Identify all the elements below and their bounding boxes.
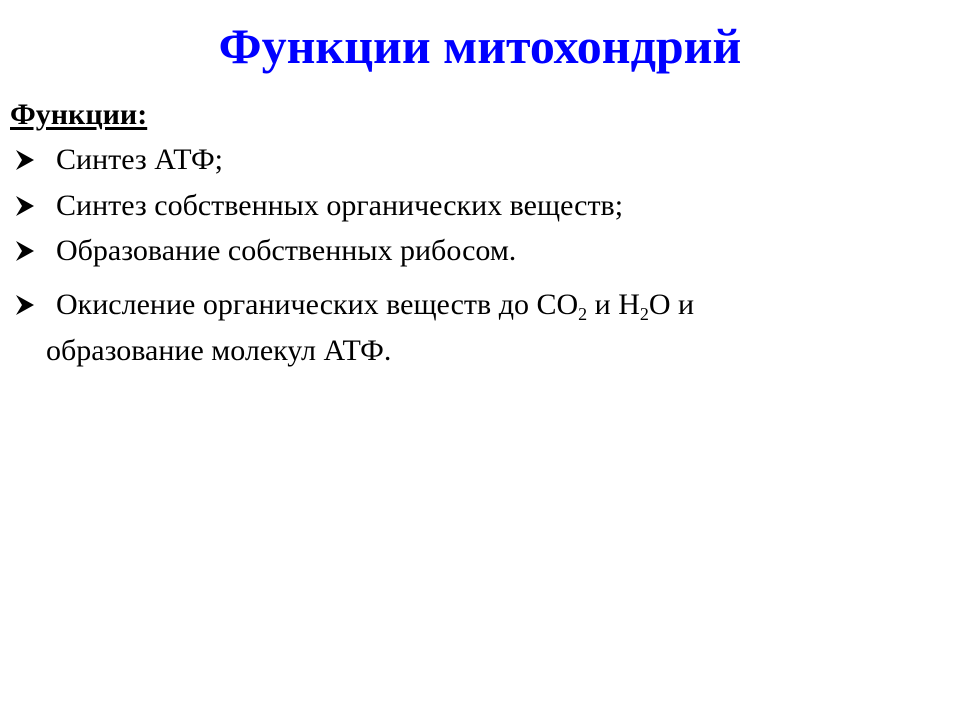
- functions-list: [10, 140, 940, 371]
- list-item: [10, 231, 940, 271]
- list-item-text: Образование собственных рибосом.: [56, 234, 517, 267]
- list-item: [10, 140, 940, 180]
- arrowhead-bullet-icon: [14, 149, 36, 171]
- arrowhead-bullet-icon: [14, 195, 36, 217]
- list-item-text: Синтез собственных органических веществ;: [56, 189, 624, 222]
- page-title: Функции митохондрий: [218, 18, 742, 74]
- list-item: [10, 186, 940, 226]
- section-heading: Функции:: [10, 98, 148, 131]
- list-item-text: Окисление органических веществ до $СО_2$ и $Н_2О$ и: [56, 288, 695, 324]
- list-item-text: Синтез АТФ;: [56, 143, 223, 176]
- list-item-text-continued: образование молекул АТФ.: [46, 334, 392, 367]
- arrowhead-bullet-icon: [14, 240, 36, 262]
- arrowhead-bullet-icon: [14, 294, 36, 316]
- list-item: [10, 285, 940, 371]
- subscript: 2: [578, 304, 588, 324]
- subscript: 2: [639, 304, 649, 324]
